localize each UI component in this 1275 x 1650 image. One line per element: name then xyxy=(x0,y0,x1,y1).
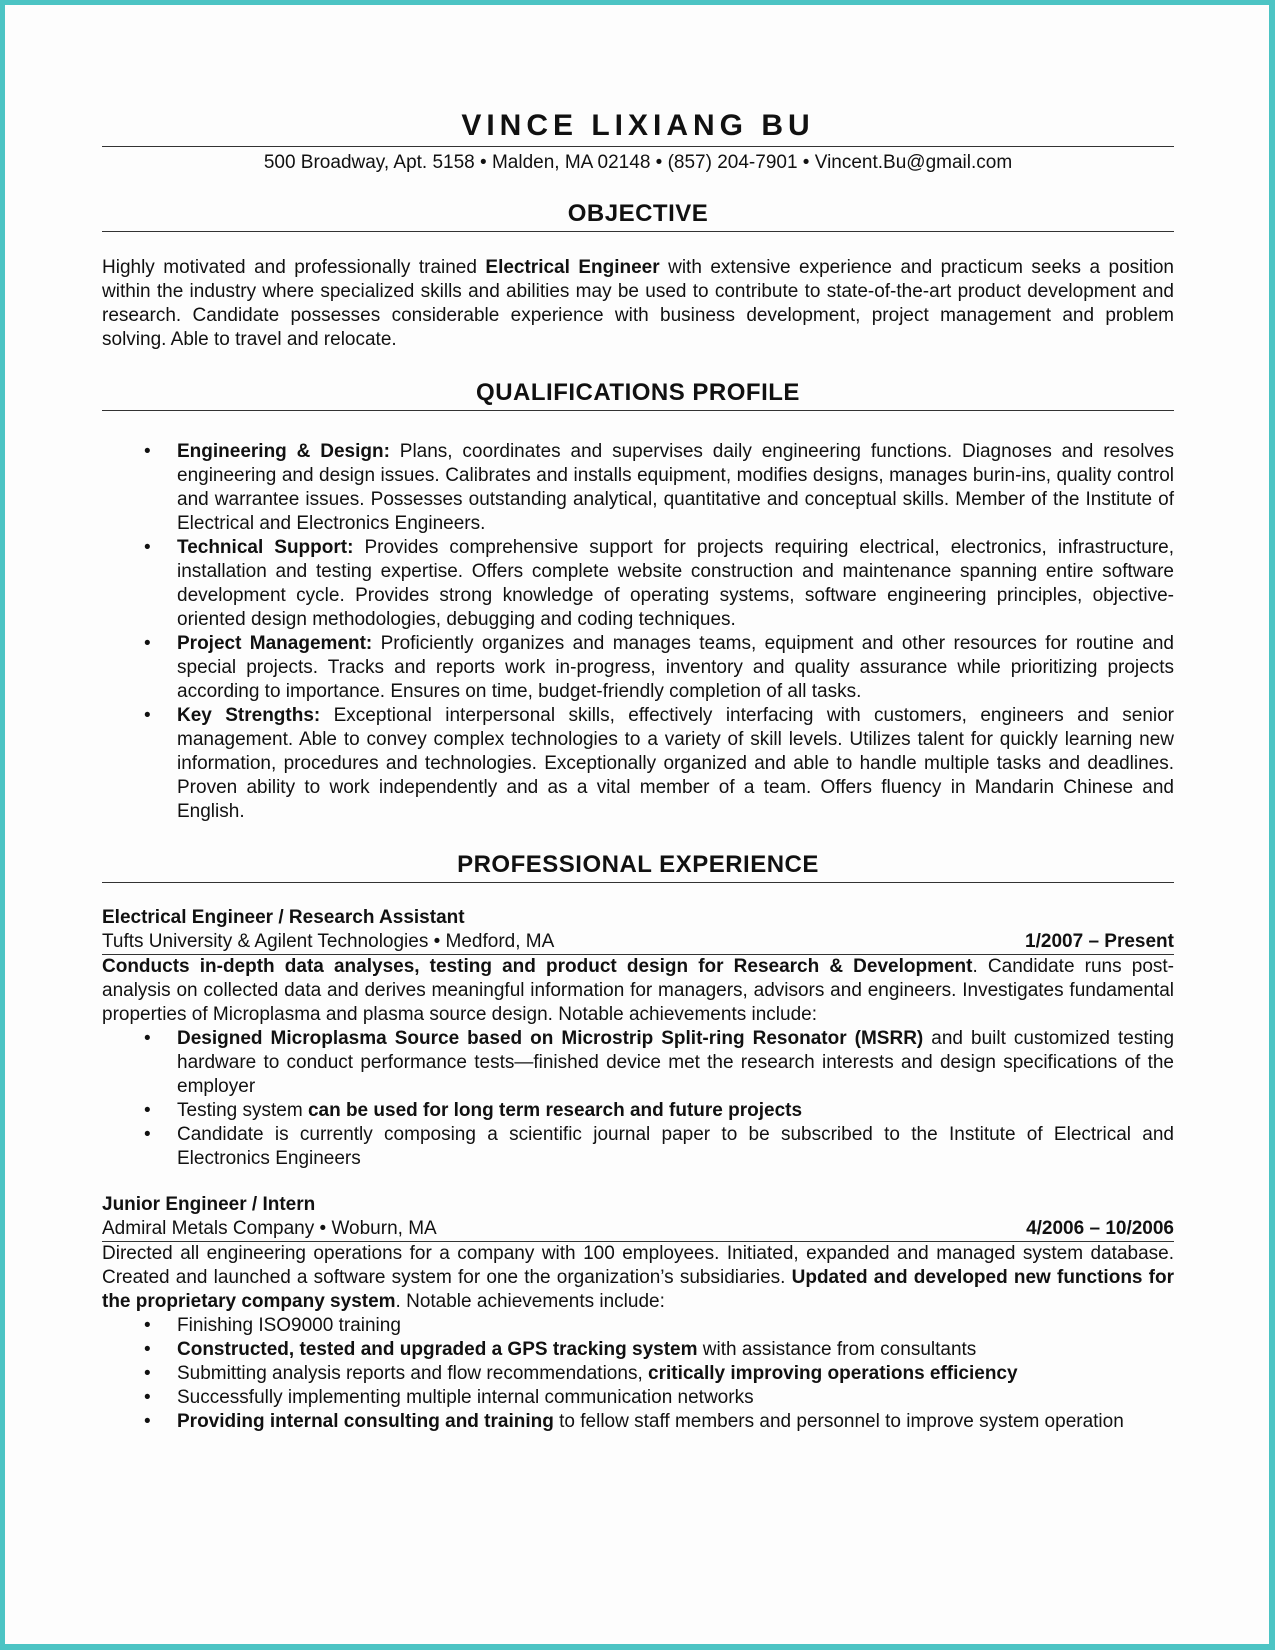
qualification-text: Provides comprehensive support for projects requiring electrical, electronics, infrastructure, installation and testing expertise. Offers complete website construction and maintenance spanning entire software development cycle. Provides strong knowledge of operating systems, software engineering principles, objective-oriented design methodologies, debugging and coding techniques. xyxy=(177,537,1174,630)
bullet-icon: • xyxy=(144,441,151,462)
achievement-text: with assistance from consultants xyxy=(697,1339,977,1360)
achievement-highlight: Constructed, tested and upgraded a GPS tracking system xyxy=(177,1339,698,1360)
achievement-item xyxy=(102,1123,1174,1171)
job-entry xyxy=(102,906,1174,1171)
achievement-text: and built customized testing hardware to conduct performance tests—finished device met the research interests and design specifications of the employer xyxy=(177,1028,1175,1097)
achievement-text: to fellow staff members and personnel to improve system operation xyxy=(553,1411,1124,1432)
qualification-text: Plans, coordinates and supervises daily engineering functions. Diagnoses and resolves engineering and design issues. Calibrates and installs equipment, modifies designs, manages burin-ins, quality control and warrantee issues. Possesses outstanding analytical, quantitative and conceptual skills. Member of the Institute of Electrical and Electronics Engineers. xyxy=(177,441,1174,534)
job-summary-text: Directed all engineering operations for a company with 100 employees. Initiated, expanded and managed system database. Created and launched a software system for one the organization’s subsidiaries. xyxy=(102,1243,1174,1288)
header-divider xyxy=(102,146,1174,147)
qualifications-divider xyxy=(102,410,1174,411)
bullet-icon: • xyxy=(144,1100,151,1121)
achievement-item xyxy=(102,1362,1174,1386)
job-achievements xyxy=(102,1027,1174,1171)
achievement-text: Submitting analysis reports and flow recommendations, xyxy=(177,1363,649,1384)
bullet-icon: • xyxy=(144,1411,151,1432)
job-meta xyxy=(102,930,1174,955)
achievement-item xyxy=(102,1386,1174,1410)
achievement-highlight: can be used for long term research and future projects xyxy=(307,1100,803,1121)
qualification-item xyxy=(102,632,1174,704)
objective-text-end: with extensive experience and practicum seeks a position within the industry where specialized skills and abilities may be used to contribute to state-of-the-art product development and research. Candidate possesses considerable experience with business development, project management and problem solving. Able to travel and relocate. xyxy=(102,257,1174,350)
achievement-highlight: critically improving operations efficiency xyxy=(648,1363,1018,1384)
qualifications-heading: QUALIFICATIONS PROFILE xyxy=(476,379,800,406)
job-company: Admiral Metals Company • Woburn, MA xyxy=(102,1218,437,1239)
bullet-icon: • xyxy=(144,1363,151,1384)
job-title: Electrical Engineer / Research Assistant xyxy=(102,907,465,928)
job-dates: 4/2006 – 10/2006 xyxy=(1026,1218,1174,1239)
job-summary-highlight: Conducts in-depth data analyses, testing and product design for Research & Development xyxy=(102,956,973,977)
objective-text xyxy=(102,256,1174,352)
resume-page xyxy=(102,108,1174,1434)
bullet-icon: • xyxy=(144,1315,151,1336)
job-summary-text: . Candidate runs post-analysis on collected data and derives meaningful information for managers, advisors and engineers. Investigates fundamental properties of Microplasma and plasma source design. Notable achievements include: xyxy=(102,956,1174,1025)
achievement-text: Successfully implementing multiple internal communication networks xyxy=(177,1387,754,1408)
job-dates: 1/2007 – Present xyxy=(1025,931,1174,952)
achievement-text: Candidate is currently composing a scientific journal paper to be subscribed to the Institute of Electrical and Electronics Engineers xyxy=(177,1124,1174,1169)
bullet-icon: • xyxy=(144,1387,151,1408)
achievement-item xyxy=(102,1099,1174,1123)
qualification-label: Technical Support: xyxy=(177,537,354,558)
objective-divider xyxy=(102,231,1174,232)
job-meta xyxy=(102,1217,1174,1242)
qualification-item xyxy=(102,536,1174,632)
qualification-label: Engineering & Design: xyxy=(177,441,390,462)
contact-info: 500 Broadway, Apt. 5158 • Malden, MA 02148 • (857) 204-7901 • Vincent.Bu@gmail.com xyxy=(263,152,1013,173)
qualification-item xyxy=(102,704,1174,824)
achievement-item xyxy=(102,1314,1174,1338)
qualification-item xyxy=(102,440,1174,536)
qualification-label: Key Strengths: xyxy=(177,705,321,726)
experience-heading: PROFESSIONAL EXPERIENCE xyxy=(457,851,819,878)
job-title: Junior Engineer / Intern xyxy=(102,1194,316,1215)
job-company: Tufts University & Agilent Technologies • Medford, MA xyxy=(102,931,555,952)
objective-role: Electrical Engineer xyxy=(485,257,660,278)
achievement-item xyxy=(102,1027,1174,1099)
job-summary xyxy=(102,1242,1174,1314)
achievement-text: Finishing ISO9000 training xyxy=(177,1315,401,1336)
qualification-text: Exceptional interpersonal skills, effectively interfacing with customers, engineers and senior management. Able to convey complex technologies to a variety of skill levels. Utilizes talent for quickly learning new information, procedures and technologies. Exceptionally organized and able to handle multiple tasks and deadlines. Proven ability to work independently and as a vital member of a team. Offers fluency in Mandarin Chinese and English. xyxy=(177,705,1175,822)
experience-divider xyxy=(102,882,1174,883)
job-summary xyxy=(102,955,1174,1027)
candidate-name: VINCE LIXIANG BU xyxy=(461,109,815,142)
objective-text-start: Highly motivated and professionally trained xyxy=(102,257,486,278)
achievement-highlight: Designed Microplasma Source based on Microstrip Split-ring Resonator (MSRR) xyxy=(177,1028,924,1049)
qualifications-list xyxy=(102,440,1174,824)
objective-heading: OBJECTIVE xyxy=(567,200,709,227)
achievement-item xyxy=(102,1338,1174,1362)
qualification-label: Project Management: xyxy=(177,633,373,654)
achievement-text: Testing system xyxy=(177,1100,308,1121)
job-summary-text: . Notable achievements include: xyxy=(395,1291,665,1312)
bullet-icon: • xyxy=(144,537,151,558)
bullet-icon: • xyxy=(144,1339,151,1360)
job-achievements xyxy=(102,1314,1174,1434)
achievement-item xyxy=(102,1410,1174,1434)
bullet-icon: • xyxy=(144,705,151,726)
bullet-icon: • xyxy=(144,1028,151,1049)
achievement-highlight: Providing internal consulting and training xyxy=(177,1411,554,1432)
bullet-icon: • xyxy=(144,1124,151,1145)
job-entry xyxy=(102,1193,1174,1434)
job-summary-highlight: Updated and developed new functions for the proprietary company system xyxy=(102,1267,1174,1312)
bullet-icon: • xyxy=(144,633,151,654)
qualification-text: Proficiently organizes and manages teams, equipment and other resources for routine and special projects. Tracks and reports work in-progress, inventory and quality assurance while prioritizing projects according to importance. Ensures on time, budget-friendly completion of all tasks. xyxy=(177,633,1174,702)
